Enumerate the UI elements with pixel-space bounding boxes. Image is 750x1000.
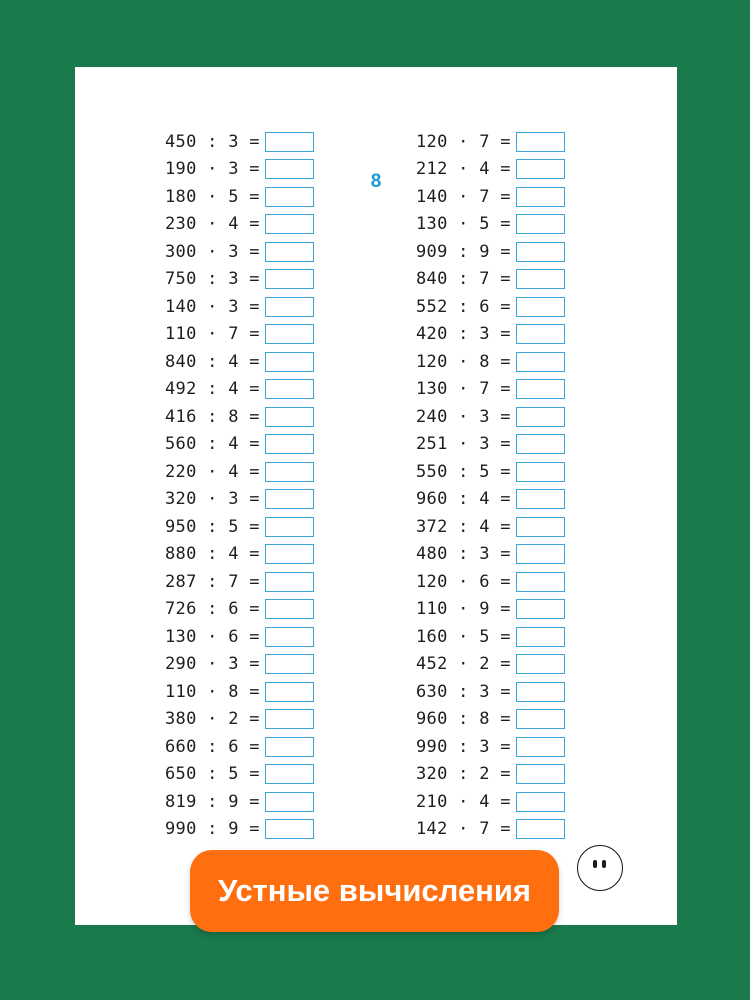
answer-box[interactable] <box>516 599 565 619</box>
exercise-expression: 110 · 9 = <box>416 599 511 620</box>
exercise-row <box>165 156 314 184</box>
answer-box[interactable] <box>516 407 565 427</box>
exercise-expression: 750 : 3 = <box>165 269 260 290</box>
answer-box[interactable] <box>516 737 565 757</box>
exercise-expression: 909 : 9 = <box>416 241 511 262</box>
answer-box[interactable] <box>265 709 314 729</box>
exercise-expression: 990 : 3 = <box>416 736 511 757</box>
answer-box[interactable] <box>516 489 565 509</box>
exercise-row <box>416 513 565 541</box>
answer-box[interactable] <box>265 159 314 179</box>
exercise-expression: 840 : 4 = <box>165 351 260 372</box>
answer-box[interactable] <box>516 572 565 592</box>
answer-box[interactable] <box>265 132 314 152</box>
answer-box[interactable] <box>516 324 565 344</box>
exercise-row <box>416 733 565 761</box>
exercise-expression: 130 · 6 = <box>165 626 260 647</box>
exercise-row <box>416 486 565 514</box>
exercise-expression: 130 · 7 = <box>416 379 511 400</box>
exercise-row <box>416 321 565 349</box>
exercise-row <box>416 761 565 789</box>
exercise-row <box>165 321 314 349</box>
exercise-expression: 230 · 4 = <box>165 214 260 235</box>
answer-box[interactable] <box>265 737 314 757</box>
answer-box[interactable] <box>516 462 565 482</box>
answer-box[interactable] <box>516 269 565 289</box>
exercise-row <box>416 211 565 239</box>
exercise-row <box>165 458 314 486</box>
exercise-expression: 290 · 3 = <box>165 654 260 675</box>
exercise-expression: 140 · 7 = <box>416 186 511 207</box>
exercise-expression: 416 : 8 = <box>165 406 260 427</box>
exercise-row <box>416 348 565 376</box>
exercise-row <box>165 431 314 459</box>
answer-box[interactable] <box>265 489 314 509</box>
answer-box[interactable] <box>516 434 565 454</box>
exercise-expression: 450 : 3 = <box>165 131 260 152</box>
exercise-expression: 142 · 7 = <box>416 819 511 840</box>
exercise-expression: 726 : 6 = <box>165 599 260 620</box>
answer-box[interactable] <box>516 682 565 702</box>
exercise-row <box>416 706 565 734</box>
answer-box[interactable] <box>265 352 314 372</box>
answer-box[interactable] <box>265 572 314 592</box>
exercise-row <box>416 293 565 321</box>
exercise-expression: 110 · 8 = <box>165 681 260 702</box>
right-exercise-column <box>416 128 565 843</box>
exercise-row <box>165 211 314 239</box>
exercise-expression: 160 · 5 = <box>416 626 511 647</box>
exercise-row <box>165 623 314 651</box>
answer-box[interactable] <box>516 627 565 647</box>
exercise-row <box>165 733 314 761</box>
exercise-row <box>165 128 314 156</box>
exercise-row <box>416 403 565 431</box>
smiley-face-icon <box>577 845 623 891</box>
exercise-row <box>416 541 565 569</box>
exercise-row <box>416 156 565 184</box>
answer-box[interactable] <box>516 352 565 372</box>
answer-box[interactable] <box>265 214 314 234</box>
exercise-row <box>416 816 565 844</box>
exercise-row <box>416 596 565 624</box>
answer-box[interactable] <box>265 324 314 344</box>
exercise-expression: 220 · 4 = <box>165 461 260 482</box>
exercise-row <box>165 678 314 706</box>
answer-box[interactable] <box>516 132 565 152</box>
answer-box[interactable] <box>265 599 314 619</box>
exercise-expression: 452 · 2 = <box>416 654 511 675</box>
exercise-row <box>416 678 565 706</box>
answer-box[interactable] <box>516 379 565 399</box>
answer-box[interactable] <box>516 187 565 207</box>
exercise-row <box>165 816 314 844</box>
exercise-row <box>416 238 565 266</box>
answer-box[interactable] <box>516 792 565 812</box>
exercise-row <box>165 541 314 569</box>
exercise-expression: 840 : 7 = <box>416 269 511 290</box>
exercise-expression: 630 : 3 = <box>416 681 511 702</box>
answer-box[interactable] <box>265 682 314 702</box>
exercise-expression: 140 · 3 = <box>165 296 260 317</box>
answer-box[interactable] <box>265 269 314 289</box>
exercise-row <box>165 238 314 266</box>
exercise-row <box>165 348 314 376</box>
answer-box[interactable] <box>265 187 314 207</box>
answer-box[interactable] <box>516 709 565 729</box>
answer-box[interactable] <box>516 214 565 234</box>
left-eye <box>593 860 597 868</box>
answer-box[interactable] <box>265 819 314 839</box>
exercise-expression: 210 · 4 = <box>416 791 511 812</box>
exercise-expression: 372 : 4 = <box>416 516 511 537</box>
exercise-expression: 240 · 3 = <box>416 406 511 427</box>
exercise-row <box>165 788 314 816</box>
right-eye <box>602 860 606 868</box>
answer-box[interactable] <box>516 544 565 564</box>
exercise-expression: 492 : 4 = <box>165 379 260 400</box>
exercise-expression: 480 : 3 = <box>416 544 511 565</box>
exercise-row <box>165 513 314 541</box>
exercise-row <box>416 183 565 211</box>
exercise-expression: 960 : 8 = <box>416 709 511 730</box>
exercise-row <box>165 403 314 431</box>
page-number: 8 <box>370 171 382 192</box>
exercise-row <box>165 651 314 679</box>
exercise-row <box>165 293 314 321</box>
exercise-expression: 880 : 4 = <box>165 544 260 565</box>
exercise-expression: 320 : 2 = <box>416 764 511 785</box>
exercise-expression: 660 : 6 = <box>165 736 260 757</box>
exercise-expression: 120 · 8 = <box>416 351 511 372</box>
exercise-expression: 380 · 2 = <box>165 709 260 730</box>
exercise-row <box>416 458 565 486</box>
exercise-row <box>416 376 565 404</box>
exercise-expression: 552 : 6 = <box>416 296 511 317</box>
exercise-expression: 320 · 3 = <box>165 489 260 510</box>
answer-box[interactable] <box>265 654 314 674</box>
answer-box[interactable] <box>265 764 314 784</box>
answer-box[interactable] <box>265 627 314 647</box>
answer-box[interactable] <box>516 297 565 317</box>
exercise-expression: 287 : 7 = <box>165 571 260 592</box>
exercise-expression: 120 · 6 = <box>416 571 511 592</box>
exercise-row <box>416 568 565 596</box>
answer-box[interactable] <box>265 379 314 399</box>
answer-box[interactable] <box>265 297 314 317</box>
answer-box[interactable] <box>265 792 314 812</box>
exercise-expression: 180 · 5 = <box>165 186 260 207</box>
answer-box[interactable] <box>516 159 565 179</box>
exercise-row <box>416 651 565 679</box>
exercise-row <box>165 568 314 596</box>
exercise-expression: 819 : 9 = <box>165 791 260 812</box>
answer-box[interactable] <box>265 544 314 564</box>
exercise-row <box>416 788 565 816</box>
exercise-expression: 251 · 3 = <box>416 434 511 455</box>
exercise-row <box>165 376 314 404</box>
exercise-expression: 130 · 5 = <box>416 214 511 235</box>
exercise-row <box>416 266 565 294</box>
exercise-row <box>165 183 314 211</box>
answer-box[interactable] <box>265 517 314 537</box>
exercise-expression: 110 · 7 = <box>165 324 260 345</box>
exercise-row <box>416 128 565 156</box>
exercise-expression: 550 : 5 = <box>416 461 511 482</box>
exercise-expression: 420 : 3 = <box>416 324 511 345</box>
exercise-expression: 560 : 4 = <box>165 434 260 455</box>
exercise-expression: 650 : 5 = <box>165 764 260 785</box>
answer-box[interactable] <box>516 764 565 784</box>
exercise-expression: 960 : 4 = <box>416 489 511 510</box>
answer-box[interactable] <box>516 654 565 674</box>
topic-badge: Устные вычисления <box>190 850 559 932</box>
answer-box[interactable] <box>516 517 565 537</box>
exercise-row <box>416 623 565 651</box>
answer-box[interactable] <box>516 242 565 262</box>
exercise-expression: 950 : 5 = <box>165 516 260 537</box>
exercise-row <box>165 706 314 734</box>
answer-box[interactable] <box>265 242 314 262</box>
exercise-row <box>416 431 565 459</box>
exercise-row <box>165 486 314 514</box>
answer-box[interactable] <box>265 434 314 454</box>
exercise-row <box>165 761 314 789</box>
exercise-expression: 120 · 7 = <box>416 131 511 152</box>
exercise-row <box>165 596 314 624</box>
answer-box[interactable] <box>265 462 314 482</box>
exercise-expression: 212 · 4 = <box>416 159 511 180</box>
answer-box[interactable] <box>516 819 565 839</box>
exercise-expression: 300 · 3 = <box>165 241 260 262</box>
left-exercise-column <box>165 128 314 843</box>
answer-box[interactable] <box>265 407 314 427</box>
exercise-row <box>165 266 314 294</box>
exercise-expression: 190 · 3 = <box>165 159 260 180</box>
exercise-expression: 990 : 9 = <box>165 819 260 840</box>
